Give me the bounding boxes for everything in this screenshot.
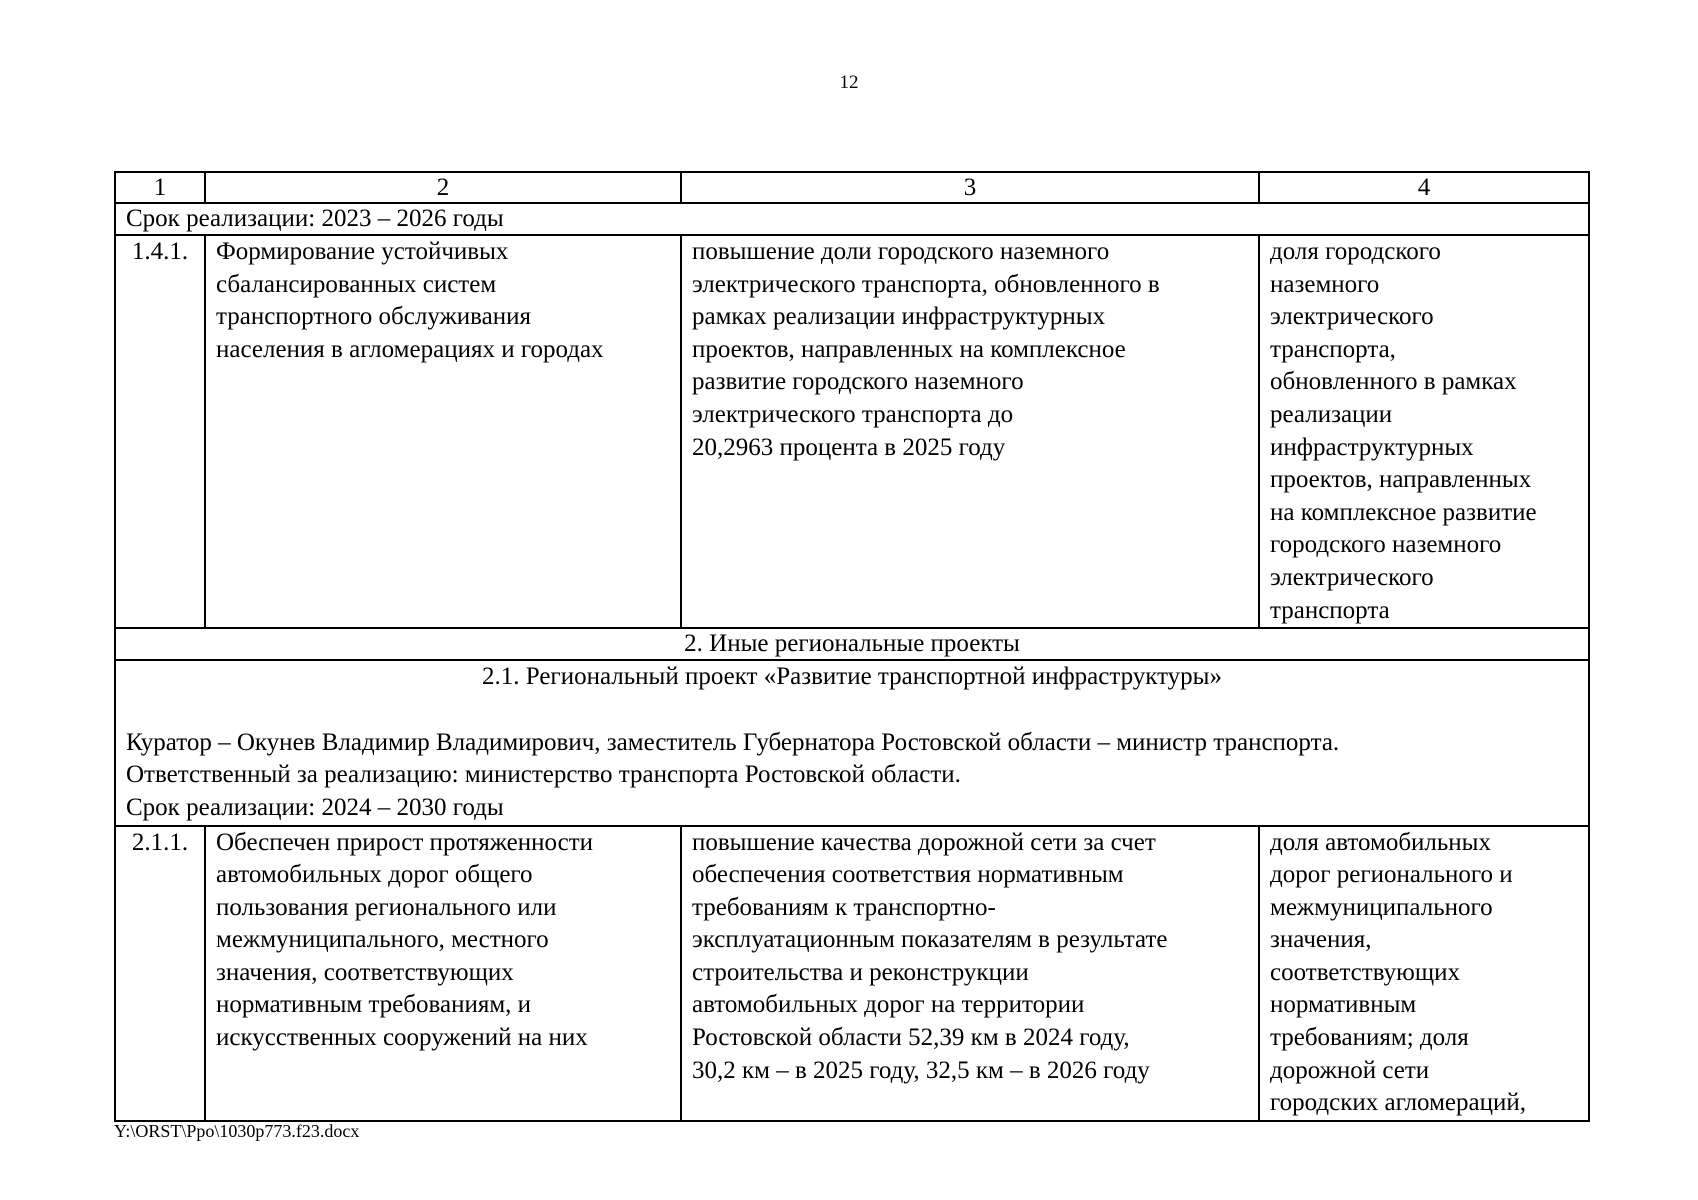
effect-description-cell [681, 826, 1259, 1121]
table-row-1-4-1 [115, 235, 1589, 628]
text-line: доля автомобильных [1270, 828, 1491, 856]
text-line: инфраструктурных [1270, 433, 1474, 461]
text-line: 20,2963 процента в 2025 году [692, 433, 1006, 461]
project-info-cell [115, 660, 1589, 825]
text-line: Формирование устойчивых [216, 238, 509, 265]
result-description-cell [205, 826, 681, 1121]
text-line: развитие городского наземного [692, 368, 1024, 396]
text-line: реализации [1270, 400, 1393, 428]
text-line: обновленного в рамках [1270, 368, 1517, 396]
text-line: требованиям к транспортно- [692, 893, 996, 921]
text-line: населения в агломерациях и городах [216, 335, 604, 363]
project-responsible: Ответственный за реализацию: министерство транспорта Ростовской области. [126, 761, 961, 789]
text-line: требованиям; доля [1270, 1024, 1469, 1052]
header-cell-1: 1 [115, 172, 205, 203]
text-line: дорог регионального и [1270, 861, 1513, 889]
text-line: повышение качества дорожной сети за счет [692, 828, 1156, 856]
text-line: проектов, направленных [1270, 466, 1532, 494]
project-term: Срок реализации: 2024 – 2030 годы [126, 793, 504, 821]
text-line: проектов, направленных на комплексное [692, 335, 1126, 363]
header-cell-3: 3 [681, 172, 1259, 203]
section1-term-row [115, 203, 1589, 235]
text-line: транспортного обслуживания [216, 303, 531, 331]
text-line: нормативным требованиям, и [216, 991, 532, 1019]
text-line: значения, [1270, 926, 1372, 954]
text-line: искусственных сооружений на них [216, 1024, 588, 1052]
indicator-cell [1259, 826, 1589, 1121]
text-line: автомобильных дорог на территории [692, 991, 1085, 1019]
text-line: Ростовской области 52,39 км в 2024 году, [692, 1024, 1130, 1052]
text-line: городских агломераций, [1270, 1089, 1526, 1117]
text-line: строительства и реконструкции [692, 958, 1029, 986]
section2-title: 2. Иные региональные проекты [115, 628, 1589, 660]
row-number: 1.4.1. [115, 235, 205, 628]
text-line: электрического [1270, 303, 1434, 331]
result-description-cell [205, 235, 681, 628]
text-line: повышение доли городского наземного [692, 238, 1110, 265]
text-line: транспорта, [1270, 335, 1396, 363]
text-line: рамках реализации инфраструктурных [692, 303, 1106, 331]
project-2-1-info-row [115, 660, 1589, 825]
text-line: значения, соответствующих [216, 958, 514, 986]
text-line: электрического транспорта до [692, 400, 1014, 428]
text-line: 30,2 км – в 2025 году, 32,5 км – в 2026 году [692, 1056, 1150, 1084]
page-number: 12 [839, 72, 859, 93]
header-cell-2: 2 [205, 172, 681, 203]
indicator-cell [1259, 235, 1589, 628]
table-header-row [115, 172, 1589, 203]
text-line: обеспечения соответствия нормативным [692, 861, 1124, 889]
text-line: нормативным [1270, 991, 1417, 1019]
text-line: электрического транспорта, обновленного в [692, 270, 1160, 298]
text-line: межмуниципального, местного [216, 926, 549, 954]
header-cell-4: 4 [1259, 172, 1589, 203]
text-line: транспорта [1270, 596, 1390, 624]
row-number: 2.1.1. [115, 826, 205, 1121]
text-line: электрического [1270, 563, 1434, 591]
text-line: городского наземного [1270, 531, 1502, 559]
text-line: сбалансированных систем [216, 270, 497, 298]
text-line: Обеспечен прирост протяженности [216, 828, 594, 856]
program-table [114, 171, 1590, 1122]
text-line: дорожной сети [1270, 1056, 1430, 1084]
text-line: на комплексное развитие [1270, 498, 1537, 526]
section2-title-row [115, 628, 1589, 660]
text-line: пользования регионального или [216, 893, 557, 921]
file-path-footer: Y:\ORST\Ppo\1030p773.f23.docx [114, 1121, 360, 1141]
text-line: доля городского [1270, 238, 1441, 265]
table-row-2-1-1 [115, 826, 1589, 1121]
text-line: эксплуатационным показателям в результате [692, 926, 1168, 954]
text-line: межмуниципального [1270, 893, 1493, 921]
effect-description-cell [681, 235, 1259, 628]
project-curator: Куратор – Окунев Владимир Владимирович, заместитель Губернатора Ростовской области – министр транспорта. [126, 728, 1340, 756]
spacer [126, 694, 1578, 727]
text-line: наземного [1270, 270, 1380, 298]
text-line: автомобильных дорог общего [216, 861, 533, 889]
text-line: соответствующих [1270, 958, 1460, 986]
section1-term: Срок реализации: 2023 – 2026 годы [115, 203, 1589, 235]
project-title: 2.1. Региональный проект «Развитие транспортной инфраструктуры» [482, 663, 1222, 691]
